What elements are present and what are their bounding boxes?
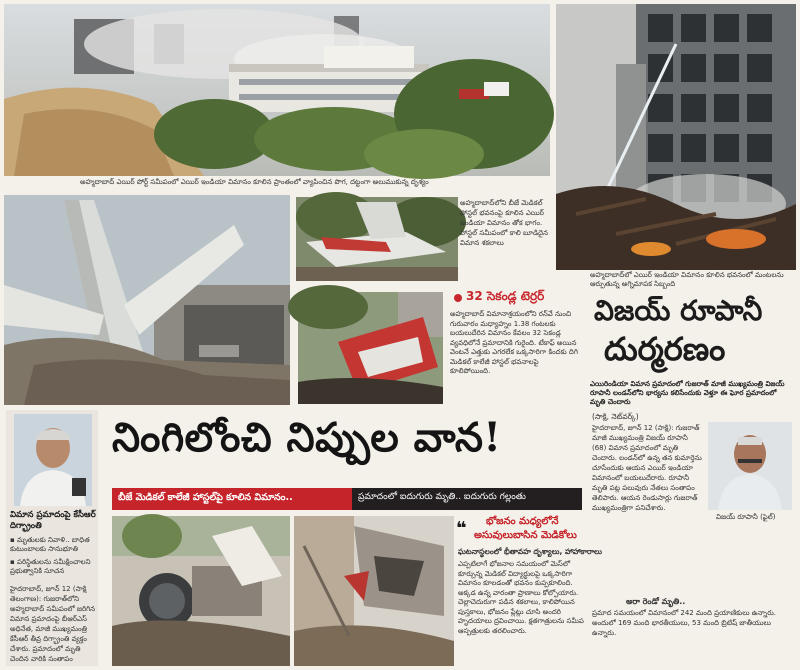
timer-story-body: అహ్మదాబాద్ విమానాశ్రయంలోని రన్‌వే నుంచి గురువారం మధ్యాహ్నం 1.38 గంటలకు బయలుదేరిన విమానం కేవలం 32 సెకండ్ల వ్యవధిలోనే ప్రమాదానికి గురైంది. టేకాఫ్ అయిన వెంటనే ఎత్తుకు ఎగరలేక ఒక్కసారిగా కిందకు దిగి మెడికల్ కాలేజీ హాస్టల్ భవనాలపై కూలిపోయింది.: [450, 310, 578, 375]
engine-wreck-photo: [112, 516, 290, 666]
side-note-text: అహ్మదాబాద్‌లోని బీజే మెడికల్ హాస్టల్ భవనంపై కూలిన ఎయిర్ ఇండియా విమానం తోక భాగం. హాస్టల్ సమీపంలో కాలి బూడిదైన విమాన శకలాలు: [460, 199, 548, 247]
kcr-bullet-2: [10, 558, 96, 578]
lunch-body: ఎప్పటిలాగే భోజనాల సమయంలో మెస్‌లో కూర్చున్న మెడికల్ విద్యార్థులపై ఒక్కసారిగా విమానం కూలడంతో భవనం కుప్పకూలింది. అక్కడ ఉన్న వారంతా ప్రాణాలు కోల్పోయారు. చెల్లాచెదురుగా పడిన శకలాలు, కాలిపోయిన పుస్తకాలు, భోజనం ప్లేట్లు చూసి అందరి హృదయాలు ద్రవించాయి. క్షతగాత్రులను సమీప ఆస్పత్రులకు తరలించారు.: [458, 560, 584, 635]
vijay-intro: ఎయిరిండియా విమాన ప్రమాదంలో గుజరాత్ మాజీ ముఖ్యమంత్రి విజయ్ రూపానీ లండన్‌లోని భార్యను కలిసేందుకు వెళ్తూ ఈ ఘోర ప్రమాదంలో మృతి చెందారు: [590, 380, 785, 406]
hostel-damage-photo: [294, 516, 454, 666]
lunch-subtitle: ఘటనాస్థలంలో భీతావహ దృశ్యాలు, హాహాకారాలు: [458, 547, 602, 556]
kcr-bullet-1-text: మృతులకు నివాళి.. బాధిత కుటుంబాలకు సానుభూతి: [10, 536, 90, 553]
vijay-photo-caption: విజయ్ రూపానీ (ఫైల్): [716, 513, 776, 521]
vijay-dateline: (సాక్షి, నెట్‌వర్క్): [592, 412, 639, 421]
vijay-title-line2: దుర్మరణం: [604, 330, 726, 368]
vijay-title-line1: విజయ్ రూపానీ: [594, 294, 763, 327]
vijay-rupani-photo: [708, 422, 792, 510]
bullet-icon: ▪: [10, 536, 17, 544]
kcr-portrait-photo: [14, 414, 92, 506]
subheadline-red-text: బీజే మెడికల్ కాలేజీ హాస్టల్‌పై కూలిన విమానం..: [118, 492, 293, 503]
vijay-body: హైదరాబాద్, జూన్ 12 (సాక్షి): గుజరాత్ మాజీ ముఖ్యమంత్రి విజయ్ రూపానీ (68) విమాన ప్రమాదంలో మృతి చెందారు. లండన్‌లో ఉన్న తన కుమార్తెను చూసేందుకు ఆయన ఎయిర్ ఇండియా విమానంలో బయలుదేరారు. రూపానీ మృతి పట్ల పలువురు నేతలు సంతాపం తెలిపారు. ఆయన రెండుసార్లు గుజరాత్ ముఖ్యమంత్రిగా పనిచేశారు.: [592, 424, 702, 512]
subheadline-dark: [352, 488, 582, 510]
timer-badge-label: 32 సెకండ్ల టెర్రర్: [466, 289, 545, 303]
vijay-subhead: అరా రెండో మృతి..: [626, 597, 686, 606]
lunch-title-line1: భోజనం మధ్యలోనే: [486, 516, 559, 527]
quote-icon: ❝: [456, 518, 467, 539]
tail-wreck-photo: [4, 195, 290, 405]
kcr-sidebar: [6, 410, 98, 666]
timer-dot-icon: [454, 294, 462, 302]
lunch-story: [456, 514, 602, 666]
wreck-closeup-photo-1: [296, 197, 458, 281]
aerial-crash-site-photo: [4, 4, 550, 176]
subheadline-red: [112, 488, 352, 510]
kcr-box-title: విమాన ప్రమాదంపై కేసీఆర్ దిగ్భ్రాంతి: [10, 510, 96, 531]
bullet-icon: ▪: [10, 558, 17, 566]
building-photo-caption: అహ్మదాబాద్‌లో ఎయిర్ ఇండియా విమానం కూలిన భవనంలో మంటలను ఆర్పుతున్న అగ్నిమాపక సిబ్బంది: [590, 271, 784, 288]
vijay-story-panel: [586, 290, 796, 666]
subheadline-bar: [112, 488, 582, 510]
main-headline: నింగిలోంచి నిప్పుల వాన!: [112, 414, 502, 461]
kcr-body: హైదరాబాద్, జూన్ 12 (సాక్షి తెలంగాణ): గుజరాత్‌లోని అహ్మదాబాద్ సమీపంలో జరిగిన విమాన ప్రమాదంపై బీఆర్‌ఎస్ అధినేత, మాజీ ముఖ్యమంత్రి కేసీఆర్ తీవ్ర దిగ్భ్రాంతి వ్యక్తం చేశారు. ప్రమాదంలో మృతి చెందిన వారికి సంతాపం: [10, 585, 96, 663]
wreck-closeup-photo-2: [298, 292, 443, 404]
kcr-bullet-1: [10, 536, 96, 556]
aerial-photo-caption: అహ్మదాబాద్ ఎయిర్ పోర్ట్ సమీపంలో ఎయిర్ ఇండియా విమానం కూలిన ప్రాంతంలో వ్యాపించిన పొగ, దట్టంగా అలుముకున్న దృశ్యం: [80, 178, 429, 186]
subheadline-dark-text: ప్రమాదంలో ఐదుగురు మృతి.. ఐదుగురు గల్లంతు: [358, 492, 526, 502]
burning-building-photo: [556, 4, 796, 270]
timer-badge: [450, 289, 560, 307]
kcr-bullet-2-text: పరిస్థితులను సమీక్షించాలని ప్రభుత్వానికి సూచన: [10, 558, 91, 575]
lunch-title-line2: అసువులుబాసిన మెడికోలు: [474, 530, 577, 541]
vijay-subbody: ప్రమాద సమయంలో విమానంలో 242 మంది ప్రయాణికులు ఉన్నారు. అందులో 169 మంది భారతీయులు, 53 మంది బ్రిటిష్ జాతీయులు ఉన్నారు.: [592, 609, 777, 637]
